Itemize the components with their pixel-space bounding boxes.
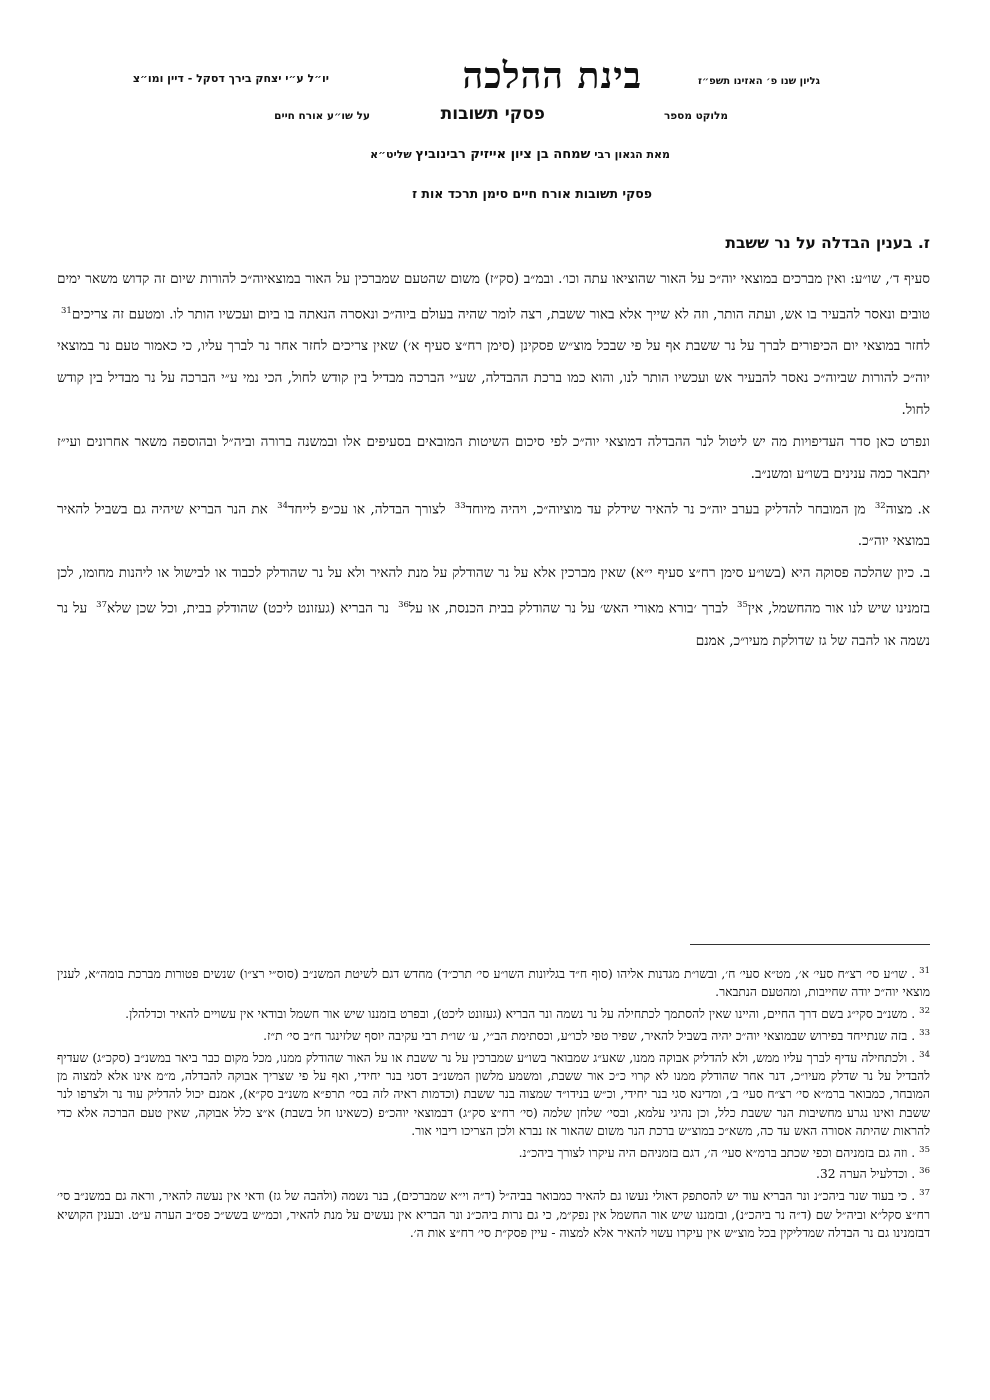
footnote-ref[interactable]: 37 bbox=[96, 600, 107, 611]
body-text bbox=[57, 264, 930, 657]
footnote-number: 32 bbox=[919, 1006, 930, 1017]
footnote-text: . משנ״ב סקי״ג בשם דרך החיים, והיינו שאין להסתמך לכתחילה על נר נשמה ונר הבריא (געזונט ליכט), ובפרט בזמננו שיש אור חשמל ובודאי אין עשויים להאיר וכדלהלן. bbox=[125, 1007, 916, 1022]
section-title: ז. בענין הבדלה על נר ששבת bbox=[725, 234, 930, 252]
author-name: שמחה בן ציון אייזיק רבינוביץ bbox=[415, 147, 591, 162]
issue-label: גליון שנו פ׳ האזינו תשפ״ז bbox=[698, 76, 820, 87]
footnote-ref[interactable]: 31 bbox=[61, 305, 72, 316]
footnote-ref[interactable]: 35 bbox=[737, 600, 748, 611]
footnote bbox=[57, 1024, 930, 1045]
paragraph-text: לחזר במוצאי יום הכיפורים לברך על נר ששבת אף על פי שבכל מוצ״ש פסקינן (סימן רח״צ סעיף א׳) שאין צריכים לחזר אחר נר לברך עליו, כי כאמור טעם נר במוצאי יוה״כ להורות שביוה״כ נאסר להבעיר אש ועכשיו הותר לנו, והוא כמו ברכת ההבדלה, שע״י הברכה מבדיל בין קודש לחול, הכי נמי ע״י הברכה על נר מבדיל בין קודש לחול. bbox=[57, 338, 930, 419]
author-prefix: מאת הגאון רבי bbox=[594, 148, 670, 161]
paragraph bbox=[57, 491, 930, 558]
footnote-text: . וזה גם בזמניהם וכפי שכתב ברמ״א סעי׳ ה׳, דגם בזמניהם היה עיקרו לצורך ביהכ״נ. bbox=[518, 1145, 916, 1160]
paragraph-text: סעיף ד׳, שו״ע: ואין מברכים במוצאי יוה״כ על האור שהוציאו עתה וכו׳. ובמ״ב (סק״ז) משום שהטעם שמברכין על האור במוצאיוה״כ להורות שיום זה קדוש משאר ימים טובים ונאסר להבעיר בו אש, ועתה הותר, וזה לא שייך אלא באור ששבת, רצה לומר שהיה בעולם ביוה״כ ונאסרה הנאתה בו ביום ועכשיו הותר לו. ומטעם זה צריכים bbox=[57, 271, 930, 323]
paragraph-text: נר הבריא (געזונט ליכט) שהודלק בבית, וכל שכן שלא bbox=[107, 600, 395, 617]
footnote-ref[interactable]: 34 bbox=[277, 500, 288, 511]
footnote bbox=[57, 962, 930, 1002]
footnote-text: . כי בעוד שנר ביהכ״נ ונר הבריא עוד יש להסתפק דאולי נעשו גם להאיר כמבואר בביה״ל (ד״ה וי״א שמברכים), בנר נשמה (ולהבה של גז) ודאי אין נעשה להאיר, וראה גם במשנ״ב סי׳ רח״צ סקל״א וביה״ל שם (ד״ה נר ביהכ״נ), ובזמננו שיש אור החשמל אין נפק״מ, כי גם נרות ביהכ״נ ונר הבריא אין נעשים על מנת להאיר, וכמ״ש בשש״כ פס״ב הערה ע״ט. ובענין הקושיא דבזמנינו גם נר הבדלה שמדליקין בכל מוצ״ש אין עיקרו עשוי להאיר אלא למצוה - עיין פסק״ת סי׳ רח״צ אות ה׳. bbox=[57, 1189, 930, 1240]
footnote-text: . וכדלעיל הערה 32. bbox=[816, 1167, 916, 1182]
paragraph bbox=[57, 558, 930, 657]
footnote-number: 35 bbox=[919, 1144, 930, 1155]
paragraph-text: א. מצוה bbox=[885, 501, 931, 518]
paragraph-text: את הנר הבריא שיהיה גם בשביל להאיר במוצאי יוה״כ. bbox=[57, 501, 930, 550]
footnote-divider bbox=[690, 944, 930, 945]
section-tag: על שו״ע אורח חיים bbox=[274, 110, 370, 122]
masthead bbox=[0, 48, 990, 97]
footnote-text: . בזה שנתייחד בפירוש שבמוצאי יוה״כ יהיה בשביל להאיר, שפיר טפי לכו״ע, וכסתימת הב״י, ע׳ שו״ת רבי עקיבה יוסף שלזינגר ח״ב סי׳ ת״ז. bbox=[263, 1029, 916, 1044]
author-suffix: שליט״א bbox=[370, 148, 412, 161]
paragraph bbox=[57, 264, 930, 427]
footnote-number: 36 bbox=[919, 1166, 930, 1177]
footnote-number: 37 bbox=[919, 1188, 930, 1199]
paragraph: ונפרט כאן סדר העדיפויות מה יש ליטול לנר ההבדלה דמוצאי יוה״כ לפי סיכום השיטות המובאים בסעיפים אלו ובמשנה ברורה וביה״ל ובהוספה משאר אחרונים ועי״ז יתבאר כמה ענינים בשו״ע ומשנ״ב. bbox=[57, 434, 930, 482]
footnote bbox=[57, 1141, 930, 1162]
footnote-number: 33 bbox=[919, 1027, 930, 1038]
footnote bbox=[57, 1002, 930, 1023]
dedication-line: יו״ל ע״י יצחק בירך דסקל - דיין ומו״צ bbox=[132, 72, 329, 85]
footnote-ref[interactable]: 32 bbox=[874, 500, 886, 511]
footnote bbox=[57, 1162, 930, 1183]
paragraph-text: מן המובחר להדליק בערב יוה״כ נר להאיר שידלק עד מוציוה״כ, ויהיה מיוחד bbox=[465, 501, 871, 518]
footnote-ref[interactable]: 36 bbox=[398, 600, 409, 611]
page-title: בינת ההלכה bbox=[462, 55, 642, 97]
document-heading: פסקי תשובות אורח חיים סימן תרכד אות ז bbox=[412, 186, 652, 201]
subtitle: פסקי תשובות bbox=[440, 104, 545, 124]
footnote-text: . שו״ע סי׳ רצ״ח סעי׳ א׳, מט״א סעי׳ ח׳, ובשו״ת מגדנות אליהו (סוף ח״ד בגליונות השו״ע סי׳ תרכ״ד) מחדש דגם לשיטת המשנ״ב (סוס״י רצ״ו) שנשים פטורות מברכת בומה״א, לענין מוצאי יוה״כ יודה שחייבות, ומהטעם הנתבאר. bbox=[57, 967, 930, 1000]
footnote bbox=[57, 1184, 930, 1242]
footnotes bbox=[57, 962, 930, 1243]
paragraph-text: לצורך הבדלה, או עכ״פ לייחד bbox=[288, 501, 451, 518]
footnote-number: 31 bbox=[919, 966, 930, 976]
footnote-ref[interactable]: 33 bbox=[454, 500, 466, 511]
footnote bbox=[57, 1046, 930, 1140]
author-line bbox=[370, 147, 670, 162]
footnote-text: . ולכתחילה עדיף לברך עליו ממש, ולא להדליק אבוקה ממנו, שאע״ג שמבואר בשו״ע שמברכין על נר ששבת או על האור שהודלק ממנו, מכל מקום כבר ביאר במשנ״ב (סקכ״ג) שעדיף להבדיל על נר שדלק מעיו״כ, דנר אחר שהודלק ממנו לא קרוי כ״כ אור ששבת, ומשמע מלשון המשנ״ב דסגי בנר יחידי, ואף על פי שצריך אבוקה להבדלה, מ״מ אינו אלא למצוה מן המובחר, כמבואר ברמ״א סי׳ רצ״ח סעי׳ ב׳, ומדינא סגי בנר יחידי, וכ״ש בנידו״ד שמצוה בנר ששבת (וכדמות ראיה לזה בסי׳ תרפ״א משנ״ב סק״א), אמנם יכול להדליק עוד נר ולצרפו לנר ששבת ואינו נגרע מחשיבות הנר ששבת כלל, וכן נהיגי עלמא, ובסי׳ שלחן שלמה (סי׳ רח״צ סק״ג) דבמוצאי יוהכ״פ (כשאינו חל בשבת) א״צ כלל אבוקה, שאין טעם הברכה אלא כדי להראות שהיתה אסורה האש עד כה, משא״כ במוצ״ש ברכת הנר משום שהאור אז נברא ולכן הצריכו ריבוי אור. bbox=[57, 1050, 930, 1138]
compiled-label: מלוקט מספר bbox=[663, 110, 728, 122]
paragraph-text: על נר נשמה או להבה של גז שדולקת מעיו״כ, אמנם bbox=[57, 600, 930, 649]
paragraph-text: לברך ׳בורא מאורי האש׳ על נר שהודלק בבית הכנסת, או על bbox=[408, 600, 734, 617]
footnote-number: 34 bbox=[919, 1049, 930, 1060]
paragraph-text: ב. כיון שהלכה פסוקה היא (בשו״ע סימן רח״צ סעיף י״א) שאין מברכין אלא על נר שהודלק על מנת להאיר ולא על נר שהודלק לכבוד או לבישול או ליהנות מחומו, לכן בזמנינו שיש לנו אור מהחשמל, אין bbox=[57, 565, 931, 617]
